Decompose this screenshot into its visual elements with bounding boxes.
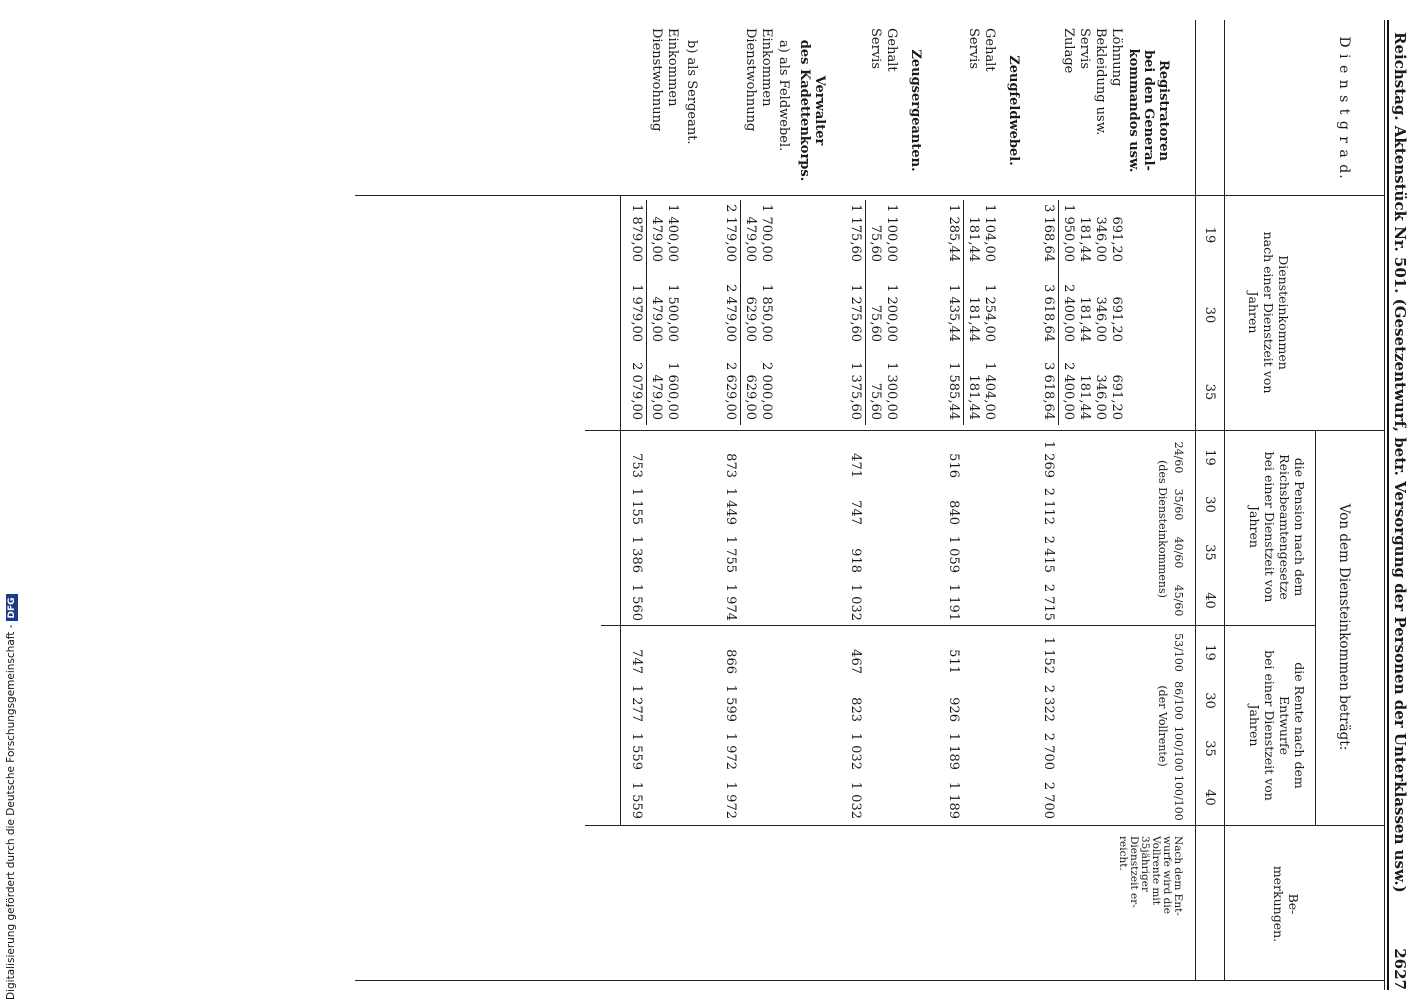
cell-value: 1 200,00: [884, 284, 899, 342]
frac-pen-35: 40/60: [1172, 536, 1185, 569]
cell-rente: 511: [946, 649, 961, 674]
cell-pension: 471: [848, 453, 863, 478]
section-title-verwalter: Verwalter des Kadettenkorps.: [797, 39, 827, 182]
col-head-rente: die Rente nach dem Entwurfe bei einer Dienstzeit von Jahren: [1247, 650, 1307, 801]
cell-pension: 753: [629, 453, 644, 478]
year-pen-40: 40: [1202, 592, 1217, 609]
cell-total: 1 375,60: [848, 362, 863, 420]
col-head-pension: die Pension nach dem Reichsbeamtengesetze bei einer Dienstzeit von Jahren: [1247, 451, 1307, 603]
row-label: Gehalt: [884, 28, 899, 72]
col-head-betraegt: Von dem Diensteinkommen beträgt:: [1336, 503, 1352, 751]
cell-value: 629,00: [743, 296, 758, 342]
cell-total: 1 585,44: [946, 362, 961, 420]
cell-rente: 1 189: [946, 732, 961, 770]
cell-rente: 1 152: [1041, 636, 1056, 674]
page-number: 2627: [1391, 948, 1409, 990]
cell-value: 75,60: [868, 224, 883, 262]
cell-value: 181,44: [1077, 216, 1092, 262]
cell-value: 1 400,00: [665, 204, 680, 262]
frac-ren-40: 100/100: [1172, 775, 1185, 821]
subsection-label: a) als Feldwebel.: [776, 40, 791, 152]
row-label: Löhnung: [1109, 28, 1124, 87]
col-sep-label: [355, 195, 1385, 196]
cell-value: 1 104,00: [982, 204, 997, 262]
cell-value: 479,00: [649, 216, 664, 262]
cell-pension: 1 059: [946, 535, 961, 573]
cell-pension: 1 755: [723, 535, 738, 573]
betraegt-rule: [1315, 430, 1316, 825]
cell-total: 1 435,44: [946, 284, 961, 342]
cell-rente: 1 599: [723, 684, 738, 722]
cell-total: 2 479,00: [723, 284, 738, 342]
sum-rule: [740, 200, 741, 425]
cell-rente: 2 700: [1041, 732, 1056, 770]
cell-total: 2 179,00: [723, 204, 738, 262]
cell-total: 2 079,00: [629, 362, 644, 420]
top-rule-thin: [1384, 20, 1385, 990]
table-bottom-rule: [620, 195, 621, 825]
col-head-dienstgrad: D i e n s t g r a d.: [1336, 36, 1352, 180]
cell-value: 479,00: [743, 216, 758, 262]
cell-pension: 1 269: [1041, 440, 1056, 478]
cell-value: 1 254,00: [982, 284, 997, 342]
cell-rente: 1 032: [848, 732, 863, 770]
cell-value: 1 404,00: [982, 362, 997, 420]
frac-pen-19: 24/60: [1172, 441, 1185, 474]
cell-value: 1 850,00: [759, 284, 774, 342]
cell-value: 1 500,00: [665, 284, 680, 342]
cell-pension: 1 560: [629, 583, 644, 621]
cell-rente: 1 972: [723, 732, 738, 770]
cell-value: 2 000,00: [759, 362, 774, 420]
cell-total: 1 879,00: [629, 204, 644, 262]
year-ein-35: 35: [1202, 383, 1217, 401]
cell-total: 1 275,60: [848, 284, 863, 342]
section-title-registratoren: Registratoren bei den General- kommandos usw.: [1126, 48, 1171, 173]
cell-value: 2 400,00: [1061, 362, 1076, 420]
sum-rule: [646, 200, 647, 425]
cell-pension: 516: [946, 453, 961, 478]
cell-rente: 866: [723, 649, 738, 674]
pension-fraction-note: (des Diensteinkommens): [1156, 460, 1169, 598]
cell-pension: 1 032: [848, 583, 863, 621]
cell-rente: 926: [946, 697, 961, 722]
row-label: Einkommen: [665, 28, 680, 107]
cell-value: 691,20: [1109, 216, 1124, 262]
cell-value: 479,00: [649, 296, 664, 342]
cell-rente: 467: [848, 649, 863, 674]
cell-pension: 840: [946, 500, 961, 525]
cell-value: 691,20: [1109, 296, 1124, 342]
row-label: Bekleidung usw.: [1093, 28, 1108, 136]
cell-total: 3 618,64: [1041, 362, 1056, 420]
frac-ren-19: 53/100: [1172, 633, 1185, 672]
cell-value: 1 300,00: [884, 362, 899, 420]
cell-value: 479,00: [649, 374, 664, 420]
cell-value: 2 400,00: [1061, 284, 1076, 342]
cell-value: 1 700,00: [759, 204, 774, 262]
col-sep-rente: [585, 825, 1385, 826]
frac-pen-40: 45/60: [1172, 584, 1185, 617]
cell-value: 181,44: [1077, 296, 1092, 342]
cell-pension: 1 191: [946, 583, 961, 621]
header-title: Reichstag. Aktenstück Nr. 501. (Gesetzentwurf, betr. Versorgung der Personen der Unterklassen usw.): [1391, 32, 1409, 893]
cell-rente: 1 559: [629, 781, 644, 819]
row-label: Einkommen: [759, 28, 774, 107]
cell-pension: 873: [723, 453, 738, 478]
cell-rente: 2 700: [1041, 781, 1056, 819]
cell-total: 3 168,64: [1041, 204, 1056, 262]
col-sep-einkommen: [585, 430, 1385, 431]
cell-value: 346,00: [1093, 374, 1108, 420]
subsection-label: b) als Sergeant.: [684, 40, 699, 145]
cell-value: 629,00: [743, 374, 758, 420]
frac-ren-35: 100/100: [1172, 726, 1185, 772]
cell-rente: 823: [848, 697, 863, 722]
cell-value: 181,44: [1077, 374, 1092, 420]
cell-rente: 1 972: [723, 781, 738, 819]
cell-rente: 1 559: [629, 732, 644, 770]
cell-value: 75,60: [868, 382, 883, 420]
col-sep-pension: [601, 625, 1316, 626]
rente-fraction-note: (der Vollrente): [1156, 685, 1169, 767]
year-pen-30: 30: [1202, 496, 1217, 513]
header-bottom-rule: [1224, 20, 1225, 980]
cell-pension: 1 449: [723, 487, 738, 525]
running-header: [1391, 32, 1409, 972]
cell-total: 1 285,44: [946, 204, 961, 262]
frac-ren-30: 86/100: [1172, 681, 1185, 720]
cell-pension: 2 715: [1041, 583, 1056, 621]
cell-value: 1 950,00: [1061, 204, 1076, 262]
col-right-border: [355, 980, 1385, 981]
cell-pension: 2 415: [1041, 535, 1056, 573]
cell-value: 346,00: [1093, 216, 1108, 262]
top-rule: [1387, 20, 1389, 990]
cell-value: 1 100,00: [884, 204, 899, 262]
years-bottom-rule: [1195, 20, 1196, 980]
section-title-zeugsergeanten: Zeugsergeanten.: [908, 49, 923, 172]
row-label: Zulage: [1061, 28, 1076, 74]
cell-value: 346,00: [1093, 296, 1108, 342]
col-head-bemerkungen: Be- merkungen.: [1271, 865, 1301, 943]
row-label: Servis: [1077, 28, 1092, 69]
section-title-zeugfeldwebel: Zeugfeldwebel.: [1006, 55, 1021, 166]
cell-pension: 1 974: [723, 583, 738, 621]
cell-total: 2 629,00: [723, 362, 738, 420]
cell-total: 1 175,60: [848, 204, 863, 262]
year-ein-30: 30: [1202, 306, 1217, 324]
cell-value: 181,44: [966, 296, 981, 342]
year-ren-35: 35: [1202, 740, 1217, 757]
row-label: Dienstwohnung: [649, 28, 664, 132]
row-label: Dienstwohnung: [743, 28, 758, 132]
year-ren-19: 19: [1202, 644, 1217, 661]
sum-rule: [1058, 200, 1059, 425]
cell-total: 3 618,64: [1041, 284, 1056, 342]
row-label: Servis: [966, 28, 981, 69]
year-ein-19: 19: [1202, 226, 1217, 244]
sum-rule: [865, 200, 866, 425]
year-ren-40: 40: [1202, 789, 1217, 806]
cell-rente: 1 032: [848, 781, 863, 819]
row-label: Servis: [868, 28, 883, 69]
year-pen-19: 19: [1202, 449, 1217, 466]
cell-pension: 1 386: [629, 535, 644, 573]
cell-pension: 747: [848, 500, 863, 525]
cell-value: 181,44: [966, 374, 981, 420]
row-label: Gehalt: [982, 28, 997, 72]
cell-rente: 1 189: [946, 781, 961, 819]
cell-rente: 747: [629, 649, 644, 674]
digitization-credit: [2, 0, 20, 1000]
cell-pension: 1 155: [629, 487, 644, 525]
cell-pension: 2 112: [1041, 487, 1056, 525]
year-ren-30: 30: [1202, 692, 1217, 709]
remark-vollrente: Nach dem Ent- wurfe wird die Vollrente mit 35jähriger Dienstzeit er- reicht.: [1117, 836, 1184, 916]
year-pen-35: 35: [1202, 544, 1217, 561]
cell-pension: 918: [848, 548, 863, 573]
cell-value: 181,44: [966, 216, 981, 262]
cell-value: 691,20: [1109, 374, 1124, 420]
sum-rule: [963, 200, 964, 425]
frac-pen-30: 35/60: [1172, 488, 1185, 521]
col-head-einkommen: Diensteinkommen nach einer Dienstzeit von Jahren: [1246, 231, 1291, 394]
credit-text: Digitalisierung gefördert durch die Deutsche Forschungsgemeinschaft -: [5, 624, 17, 1000]
cell-total: 1 979,00: [629, 284, 644, 342]
cell-value: 75,60: [868, 304, 883, 342]
dfg-logo: DFG: [6, 594, 18, 621]
cell-value: 1 600,00: [665, 362, 680, 420]
cell-rente: 1 277: [629, 684, 644, 722]
cell-rente: 2 322: [1041, 684, 1056, 722]
